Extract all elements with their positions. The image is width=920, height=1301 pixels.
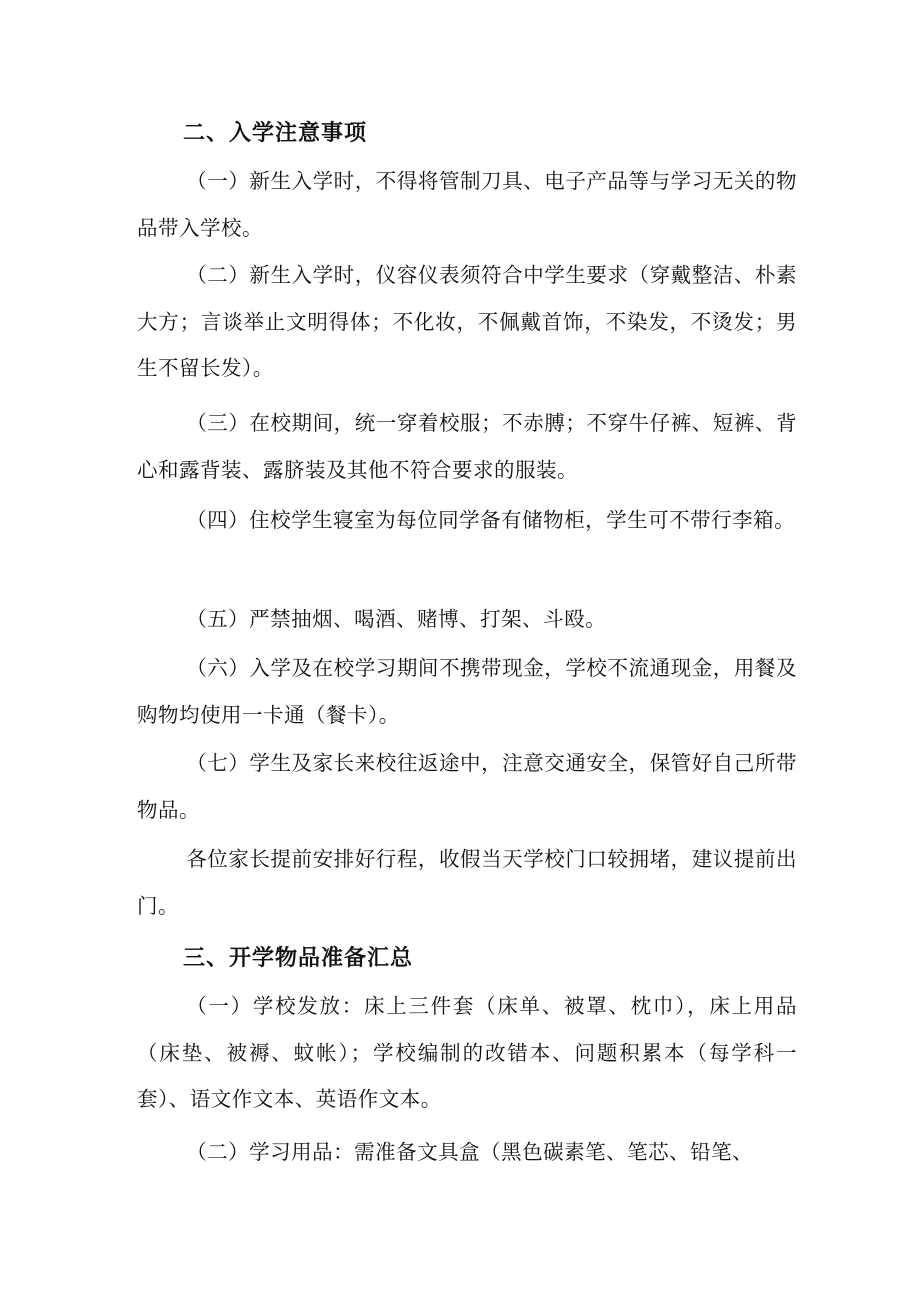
paragraph-item-1: （一）新生入学时，不得将管制刀具、电子产品等与学习无关的物品带入学校。	[137, 169, 797, 240]
paragraph-supplies-2: （二）学习用品：需准备文具盒（黑色碳素笔、笔芯、铅笔、	[186, 1140, 754, 1164]
paragraph-item-7: （七）学生及家长来校往返途中，注意交通安全，保管好自己所带物品。	[137, 751, 797, 822]
section-heading-enrollment-notes: 二、入学注意事项	[183, 121, 368, 146]
section-heading-supplies-summary: 三、开学物品准备汇总	[183, 946, 414, 971]
paragraph-item-5: （五）严禁抽烟、喝酒、赌博、打架、斗殴。	[186, 607, 607, 631]
paragraph-supplies-1: （一）学校发放：床上三件套（床单、被罩、枕巾），床上用品（床垫、被褥、蚊帐）；学校编制的改错本、问题积累本（每学科一套）、语文作文本、英语作文本。	[137, 994, 797, 1111]
paragraph-item-6: （六）入学及在校学习期间不携带现金，学校不流通现金，用餐及购物均使用一卡通（餐卡）。	[137, 656, 797, 727]
paragraph-item-3: （三）在校期间，统一穿着校服；不赤膊；不穿牛仔裤、短裤、背心和露背装、露脐装及其他不符合要求的服装。	[137, 411, 797, 482]
paragraph-reminder: 各位家长提前安排好行程，收假当天学校门口较拥堵，建议提前出门。	[137, 847, 797, 918]
paragraph-item-4: （四）住校学生寝室为每位同学备有储物柜，学生可不带行李箱。	[186, 508, 796, 532]
paragraph-item-2: （二）新生入学时，仪容仪表须符合中学生要求（穿戴整洁、朴素大方；言谈举止文明得体；不化妆，不佩戴首饰，不染发，不烫发；男生不留长发）。	[137, 263, 797, 380]
